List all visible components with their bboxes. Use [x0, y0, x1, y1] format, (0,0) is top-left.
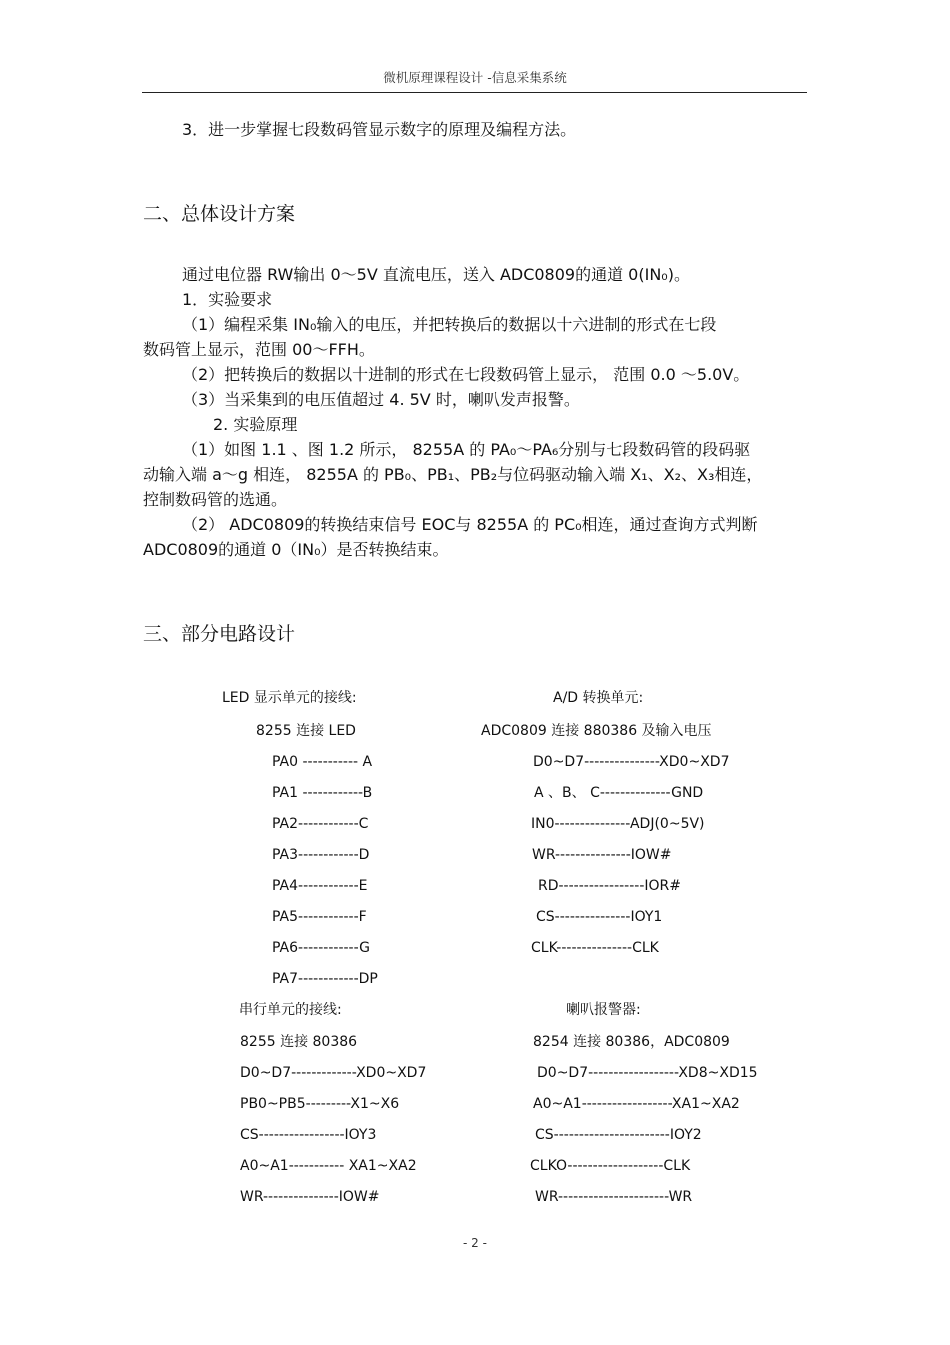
ad-wiring-row: WR---------------IOW# [532, 847, 672, 863]
section-heading-overall-design: 二、总体设计方案 [143, 203, 296, 225]
serial-wiring-header: 8255 连接 80386 [240, 1034, 358, 1050]
serial-wiring-title: 串行单元的接线: [239, 1002, 342, 1018]
requirement-1-line-2: 数码管上显示，范围 00～FFH。 [143, 340, 375, 359]
section-heading-circuit-design: 三、部分电路设计 [143, 623, 296, 645]
ad-wiring-row: CLK---------------CLK [531, 940, 659, 956]
alarm-wiring-row: CLKO-------------------CLK [530, 1158, 691, 1174]
ad-wiring-row: IN0---------------ADJ(0~5V) [531, 816, 705, 832]
serial-wiring-row: CS-----------------IOY3 [240, 1127, 377, 1143]
led-wiring-row: PA4------------E [272, 878, 368, 894]
page-number: - 2 - [463, 1236, 487, 1250]
principle-1-line-1: （1）如图 1.1 、图 1.2 所示， 8255A 的 PA₀～PA₆分别与七段数码管的段码驱 [182, 440, 751, 459]
alarm-wiring-row: CS-----------------------IOY2 [535, 1127, 702, 1143]
ad-wiring-row: RD-----------------IOR# [538, 878, 681, 894]
led-wiring-title: LED 显示单元的接线: [222, 690, 357, 706]
led-wiring-row: PA7------------DP [272, 971, 378, 987]
led-wiring-row: PA2------------C [272, 816, 369, 832]
led-wiring-row: PA1 ------------B [272, 785, 373, 801]
alarm-wiring-row: A0~A1------------------XA1~XA2 [533, 1096, 740, 1112]
ad-wiring-row: CS---------------IOY1 [536, 909, 663, 925]
serial-wiring-row: A0~A1----------- XA1~XA2 [240, 1158, 417, 1174]
ad-wiring-title: A/D 转换单元: [553, 690, 644, 706]
alarm-wiring-title: 喇叭报警器: [566, 1002, 641, 1018]
design-paragraph: 通过电位器 RW输出 0～5V 直流电压，送入 ADC0809的通道 0(IN₀)。 [182, 265, 690, 284]
principle-2-line-1: （2） ADC0809的转换结束信号 EOC与 8255A 的 PC₀相连，通过查询方式判断 [182, 515, 758, 534]
header-rule [142, 92, 807, 93]
requirements-title: 1．实验要求 [182, 290, 273, 309]
ad-wiring-header: ADC0809 连接 880386 及输入电压 [481, 723, 712, 739]
serial-wiring-row: PB0~PB5---------X1~X6 [240, 1096, 400, 1112]
serial-wiring-row: D0~D7-------------XD0~XD7 [240, 1065, 427, 1081]
led-wiring-row: PA5------------F [272, 909, 367, 925]
requirement-1-line-1: （1）编程采集 IN₀输入的电压，并把转换后的数据以十六进制的形式在七段 [182, 315, 717, 334]
ad-wiring-row: D0~D7---------------XD0~XD7 [533, 754, 730, 770]
alarm-wiring-row: WR----------------------WR [535, 1189, 693, 1205]
principle-1-line-3: 控制数码管的选通。 [143, 490, 288, 509]
principle-title: 2. 实验原理 [213, 415, 298, 434]
ad-wiring-row: A 、B、 C--------------GND [534, 785, 704, 801]
led-wiring-row: PA3------------D [272, 847, 370, 863]
objective-item-3: 3．进一步掌握七段数码管显示数字的原理及编程方法。 [182, 120, 577, 139]
led-wiring-row: PA6------------G [272, 940, 371, 956]
principle-1-line-2: 动输入端 a～g 相连， 8255A 的 PB₀、PB₁、PB₂与位码驱动输入端 X₁、X₂、X₃相连， [143, 465, 763, 484]
running-header: 微机原理课程设计 -信息采集系统 [383, 70, 567, 85]
serial-wiring-row: WR---------------IOW# [240, 1189, 380, 1205]
principle-2-line-2: ADC0809的通道 0（IN₀）是否转换结束。 [143, 540, 449, 559]
led-wiring-header: 8255 连接 LED [256, 723, 356, 739]
requirement-3: （3）当采集到的电压值超过 4. 5V 时，喇叭发声报警。 [182, 390, 580, 409]
requirement-2: （2）把转换后的数据以十进制的形式在七段数码管上显示， 范围 0.0 ～5.0V。 [182, 365, 750, 384]
led-wiring-row: PA0 ----------- A [272, 754, 373, 770]
alarm-wiring-row: D0~D7------------------XD8~XD15 [537, 1065, 758, 1081]
alarm-wiring-header: 8254 连接 80386，ADC0809 [533, 1034, 730, 1050]
